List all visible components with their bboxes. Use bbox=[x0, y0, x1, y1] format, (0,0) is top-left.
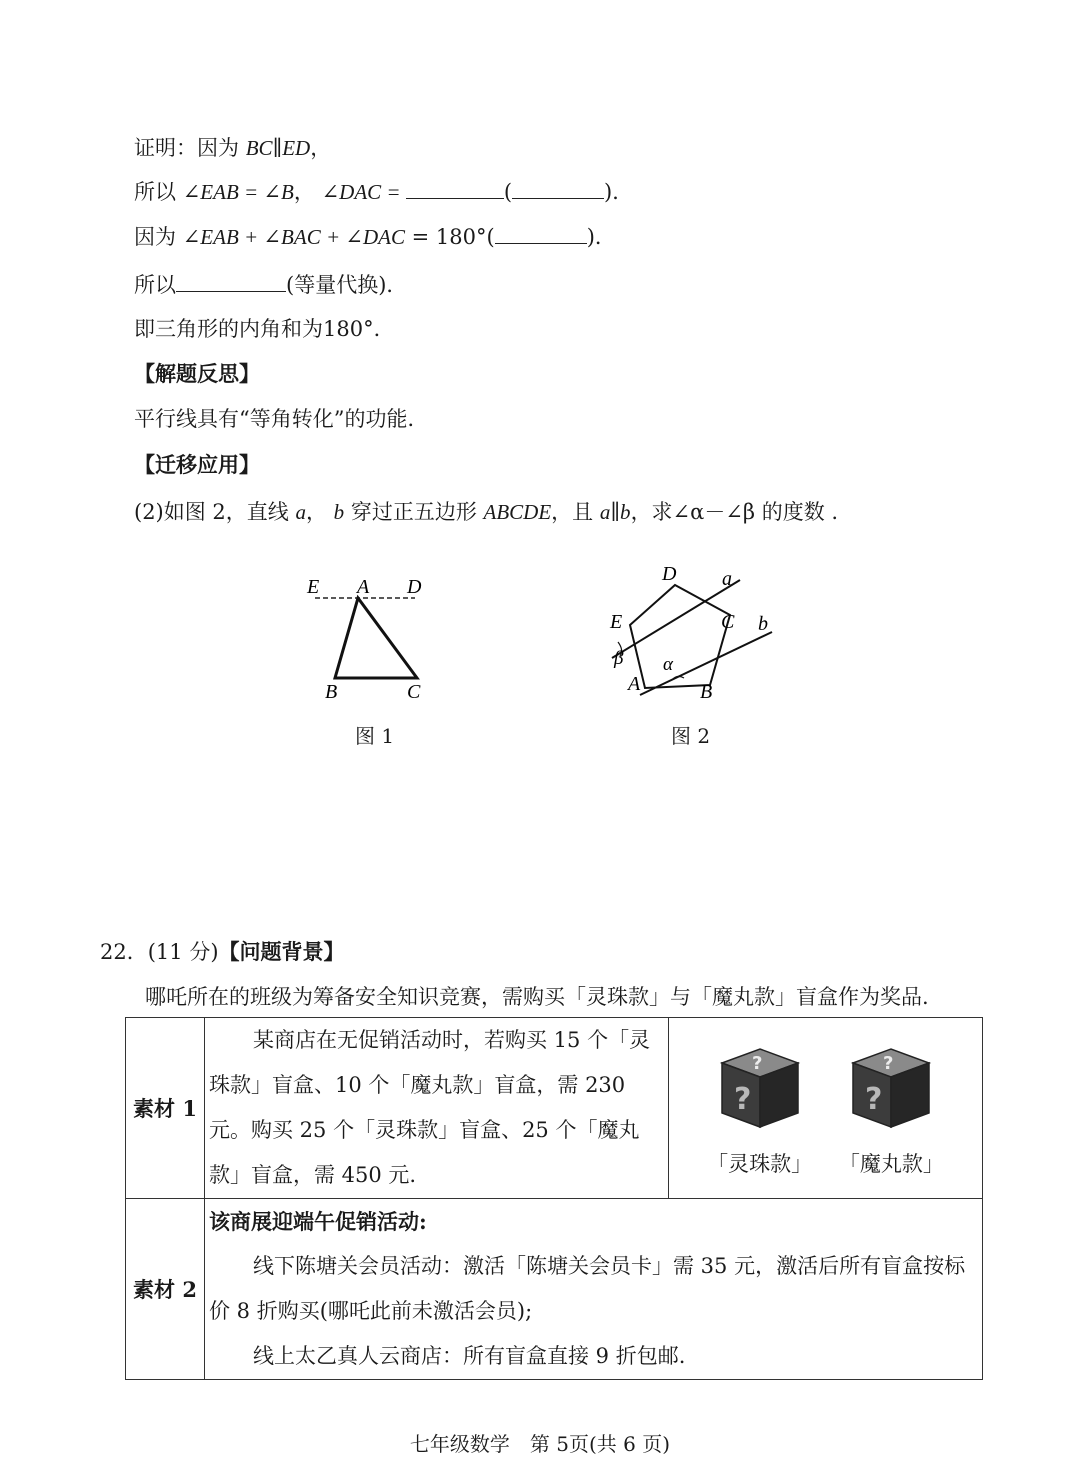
proof-text: = 180°( bbox=[404, 225, 495, 249]
answer-blank bbox=[512, 178, 604, 199]
question-heading: 【问题背景】 bbox=[218, 939, 345, 964]
label-a-vertex: A bbox=[628, 673, 641, 695]
figure-2-pentagon bbox=[600, 560, 790, 705]
question-math: ABCDE bbox=[483, 500, 552, 524]
proof-text: (等量代换)． bbox=[286, 273, 408, 297]
proof-line-4 bbox=[134, 270, 407, 300]
label-b: B bbox=[325, 681, 338, 703]
pentagon-abcde bbox=[630, 585, 730, 688]
question-number: 22． bbox=[100, 940, 148, 964]
question-math: a bbox=[295, 500, 306, 524]
figure-1-caption: 图 1 bbox=[355, 724, 395, 748]
label-e: E bbox=[610, 611, 623, 633]
question-points: (11 分) bbox=[147, 940, 219, 964]
triangle-abc bbox=[335, 598, 417, 678]
application-question bbox=[134, 497, 838, 527]
cube-mowan-caption: 「魔丸款」 bbox=[838, 1152, 944, 1176]
reflection-heading: 【解题反思】 bbox=[134, 361, 260, 386]
reflection-text: 平行线具有“等角转化”的功能． bbox=[134, 407, 429, 431]
material-1-images bbox=[669, 1018, 983, 1199]
proof-line-1 bbox=[134, 133, 331, 163]
answer-blank bbox=[495, 223, 587, 244]
proof-math: BC∥ED bbox=[245, 136, 311, 160]
material-2-heading: 该商展迎端午促销活动: bbox=[209, 1209, 427, 1234]
svg-text:?: ? bbox=[751, 1053, 763, 1074]
proof-text: ， bbox=[293, 180, 322, 204]
question-text: ，且 bbox=[551, 500, 600, 524]
proof-line-5: 即三角形的内角和为180°． bbox=[134, 317, 395, 341]
proof-math: ∠DAC = bbox=[321, 180, 406, 204]
proof-text: 证明：因为 bbox=[134, 136, 246, 160]
cube-mowan bbox=[839, 1037, 944, 1179]
proof-text: 因为 bbox=[134, 225, 183, 249]
material-2-offline: 线下陈塘关会员活动：激活「陈塘关会员卡」需 35 元，激活后所有盲盒按标价 8 折购买(哪吒此前未激活会员); bbox=[209, 1254, 966, 1323]
proof-math: ∠EAB = ∠B bbox=[182, 180, 294, 204]
question-22-intro: 哪吒所在的班级为筹备安全知识竞赛，需购买「灵珠款」与「魔丸款」盲盒作为奖品. bbox=[145, 985, 929, 1009]
question-text: (2)如图 2，直线 bbox=[134, 500, 296, 524]
proof-text: 所以 bbox=[134, 273, 176, 297]
material-1-paragraph: 某商店在无促销活动时，若购买 15 个「灵珠款」盲盒、10 个「魔丸款」盲盒，需 230 元。购买 25 个「灵珠款」盲盒、25 个「魔丸款」盲盒，需 450 元. bbox=[209, 1028, 651, 1187]
label-alpha: α bbox=[663, 654, 673, 675]
question-text: ，求∠α－∠β 的度数 . bbox=[630, 500, 839, 524]
proof-text: ， bbox=[310, 136, 332, 160]
svg-text:?: ? bbox=[733, 1082, 752, 1117]
label-d: D bbox=[407, 576, 422, 598]
material-2-online: 线上太乙真人云商店：所有盲盒直接 9 折包邮. bbox=[253, 1344, 686, 1368]
materials-table bbox=[125, 1017, 983, 1380]
question-text: ， bbox=[305, 500, 334, 524]
application-heading: 【迁移应用】 bbox=[134, 452, 260, 477]
label-line-b: b bbox=[758, 613, 768, 635]
proof-text: )． bbox=[586, 225, 616, 249]
question-cube-icon bbox=[843, 1037, 939, 1133]
svg-text:?: ? bbox=[883, 1053, 894, 1074]
answer-blank bbox=[176, 271, 286, 292]
material-2-label: 素材 2 bbox=[126, 1199, 205, 1380]
label-line-a: a bbox=[722, 568, 732, 590]
question-math: a∥b bbox=[599, 500, 631, 524]
page-footer: 七年级数学 第 5页(共 6 页) bbox=[409, 1432, 671, 1456]
label-a: A bbox=[357, 576, 370, 598]
proof-text: ( bbox=[503, 180, 513, 204]
proof-text: 所以 bbox=[134, 180, 183, 204]
material-1-row bbox=[126, 1018, 983, 1199]
question-cube-icon bbox=[712, 1037, 808, 1133]
label-c: C bbox=[407, 681, 421, 703]
svg-text:?: ? bbox=[865, 1082, 883, 1117]
question-math: b bbox=[333, 500, 345, 524]
label-b-vertex: B bbox=[700, 681, 713, 703]
cube-lingzhu bbox=[707, 1037, 812, 1179]
label-beta: β bbox=[614, 648, 624, 669]
proof-text: )． bbox=[604, 180, 634, 204]
material-2-text bbox=[205, 1199, 983, 1380]
figure-2-caption: 图 2 bbox=[671, 724, 711, 748]
proof-math: ∠EAB + ∠BAC + ∠DAC bbox=[182, 225, 405, 249]
label-e: E bbox=[307, 576, 320, 598]
answer-blank bbox=[406, 178, 504, 199]
proof-line-2 bbox=[134, 177, 633, 207]
material-1-label: 素材 1 bbox=[126, 1018, 205, 1199]
cube-lingzhu-caption: 「灵珠款」 bbox=[707, 1152, 813, 1176]
label-c: C bbox=[721, 611, 735, 633]
label-d: D bbox=[662, 563, 677, 585]
material-1-text bbox=[205, 1018, 669, 1199]
question-text: 穿过正五边形 bbox=[344, 500, 484, 524]
proof-line-3 bbox=[134, 222, 616, 252]
figure-1-triangle bbox=[295, 568, 445, 708]
material-2-row bbox=[126, 1199, 983, 1380]
question-22-header bbox=[100, 937, 345, 967]
